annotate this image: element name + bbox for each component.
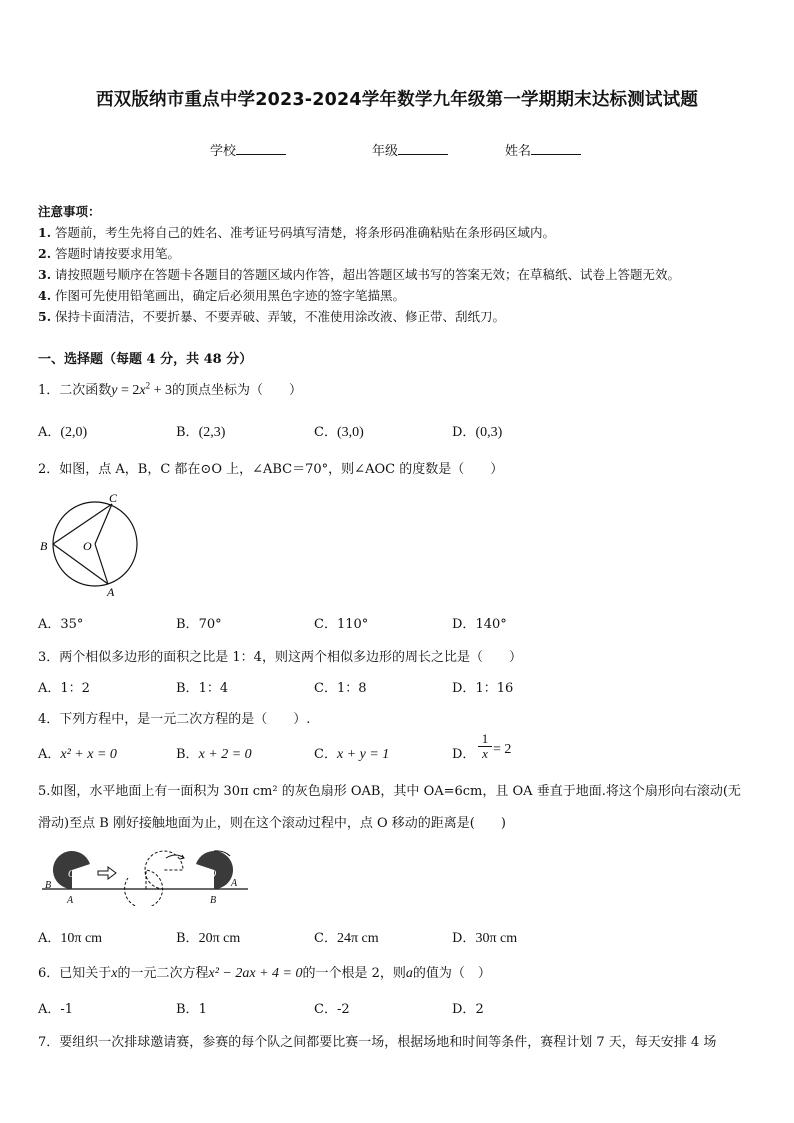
notice-num: 4. [38,288,52,303]
option-value: 20π cm [198,931,241,946]
option-value: 1 [198,1002,207,1017]
option-label: A． [38,1002,61,1017]
question-4: 4．下列方程中，是一元二次方程的是（ ）. [38,712,311,727]
option-value: 110° [336,617,369,632]
option-label: B． [176,425,199,440]
q4-fraction [478,732,492,761]
label-c: C [109,491,118,505]
notice-item [38,223,555,241]
notice-text: 答题前，考生先将自己的姓名、准考证号码填写清楚，将条形码准确粘贴在条形码区域内。 [55,225,556,240]
grade-blank [398,142,448,155]
option-label: A． [38,425,61,440]
notice-text: 答题时请按要求用笔。 [55,246,181,261]
q6-mid: 的一元二次方程 [117,966,209,981]
option-label: D． [452,931,476,946]
q5-option-d [452,927,517,947]
q6-option-d [452,998,484,1017]
option-label: C． [314,931,337,946]
q1-formula-y: y [111,383,118,398]
option-label: C． [314,1002,337,1017]
option-value: (2,0) [60,425,88,440]
q1-option-d [452,421,502,441]
option-label: A． [38,747,61,762]
question-1 [38,379,302,399]
exam-title: 西双版纳市重点中学2023-2024学年数学九年级第一学期期末达标测试试题 [95,90,699,110]
option-value: 2 [475,1002,484,1017]
option-value: -2 [336,1002,350,1017]
q6-var-a: a [405,966,413,981]
option-value: x² + x = 0 [60,747,117,762]
option-value: 10π cm [60,931,103,946]
option-value: x + 2 = 0 [198,747,252,762]
notice-item [38,244,180,262]
label-a-left: A [67,895,74,906]
option-label: B． [176,617,199,632]
grade-label: 年级 [372,144,399,159]
q6-post1: 的一个根是 2，则 [302,966,406,981]
notice-text: 请按照题号顺序在答题卡各题目的答题区域内作答，超出答题区域书写的答案无效；在草稿纸、试卷上答题无效。 [55,267,681,282]
q5-option-b [176,927,240,947]
q6-var-x: x [111,966,118,981]
q1-formula-eq: = 2 [117,383,140,398]
q4-d-rest: = 2 [493,742,512,757]
q2-option-b [176,613,222,632]
grade-field [372,140,448,159]
q1-pre: 1．二次函数 [38,383,112,398]
question-2: 2．如图，点 A，B，C 都在⊙O 上，∠ABC＝70°，则∠AOC 的度数是（ ） [38,462,504,477]
q4-option-c [314,743,389,763]
label-o-right: O [209,869,217,880]
arrow-icon [98,867,116,879]
q1-option-b [176,421,225,441]
question-7: 7．要组织一次排球邀请赛，参赛的每个队之间都要比赛一场，根据场地和时间等条件，赛程计划 7 天，每天安排 4 场 [38,1035,717,1050]
label-a: A [107,585,115,599]
q6-post2: 的值为（ ） [412,966,491,981]
circle-figure [36,490,146,600]
q6-pre: 6．已知关于 [38,966,112,981]
q3-option-b [176,677,228,696]
label-o: O [83,539,92,553]
q5-option-c [314,927,379,947]
option-value: -1 [60,1002,74,1017]
notice-heading: 注意事项： [38,204,101,219]
section-heading: 一、选择题（每题 4 分，共 48 分） [38,352,253,367]
notice-num: 3. [38,267,52,282]
option-value: 70° [198,617,222,632]
question-3: 3．两个相似多边形的面积之比是 1：4，则这两个相似多边形的周长之比是（ ） [38,650,522,665]
option-value: (0,3) [475,425,503,440]
rolling-sector-figure [38,848,250,906]
q1-formula-x: x [139,383,146,398]
q1-formula-sup: 2 [145,380,151,391]
school-label: 学校 [210,144,237,159]
school-blank [236,142,286,155]
option-label: B． [176,931,199,946]
q4-option-d [452,743,475,762]
q6-option-a [38,998,73,1017]
option-label: D． [452,681,476,696]
option-label: C． [314,747,337,762]
option-label: C． [314,617,337,632]
option-label: D． [452,617,476,632]
notice-num: 5. [38,309,52,324]
label-a-right: A [231,878,238,889]
q6-option-b [176,998,207,1017]
q1-option-a [38,421,87,441]
option-value: 1：16 [475,681,514,696]
option-label: B． [176,747,199,762]
option-label: D． [452,747,476,762]
option-label: C． [314,425,337,440]
option-value: 140° [475,617,507,632]
notice-item [38,265,680,283]
option-label: A． [38,681,61,696]
option-label: C． [314,681,337,696]
option-value: 1：4 [198,681,229,696]
q2-option-a [38,613,83,632]
label-b-right: B [210,895,217,906]
notice-num: 1. [38,225,52,240]
name-blank [531,142,581,155]
name-label: 姓名 [505,144,532,159]
option-value: x + y = 1 [336,747,390,762]
option-value: (3,0) [336,425,364,440]
q6-option-c [314,998,350,1017]
label-b: B [40,539,48,553]
option-label: A． [38,617,61,632]
q3-option-a [38,677,90,696]
notice-text: 作图可先使用铅笔画出，确定后必须用黑色字迹的签字笔描黑。 [55,288,406,303]
option-value: 24π cm [336,931,379,946]
name-field [505,140,581,159]
q1-formula-rest: + 3 [150,383,173,398]
q1-option-c [314,421,364,441]
option-label: B． [176,681,199,696]
question-5-line1: 5.如图，水平地面上有一面积为 30π cm² 的灰色扇形 OAB，其中 OA=6cm，且 OA 垂直于地面.将这个扇形向右滚动(无 [38,784,741,799]
label-o-left: O [68,869,76,880]
option-label: B． [176,1002,199,1017]
notice-item [38,307,505,325]
school-field [210,140,286,159]
fraction-denominator: x [482,746,488,761]
question-6 [38,962,491,982]
option-value: 1：2 [60,681,90,696]
fraction-numerator: 1 [478,732,492,747]
notice-text: 保持卡面清洁，不要折暴、不要弄破、弄皱，不准使用涂改液、修正带、刮纸刀。 [55,309,506,324]
label-b-left: B [45,880,52,891]
option-value: 1：8 [336,681,367,696]
q4-option-a [38,743,117,763]
q4-option-b [176,743,252,763]
q3-option-c [314,677,367,696]
q2-option-d [452,613,507,632]
q3-option-d [452,677,513,696]
option-label: D． [452,425,476,440]
q5-option-a [38,927,102,947]
q1-post: 的顶点坐标为（ ） [172,383,303,398]
notice-item [38,286,405,304]
option-value: 30π cm [475,931,518,946]
option-value: (2,3) [198,425,226,440]
option-label: A． [38,931,61,946]
q2-option-c [314,613,368,632]
option-value: 35° [60,617,84,632]
notice-num: 2. [38,246,52,261]
question-5-line2: 滑动)至点 B 刚好接触地面为止，则在这个滚动过程中，点 O 移动的距离是( ) [38,816,506,831]
option-label: D． [452,1002,476,1017]
q6-equation: x² − 2ax + 4 = 0 [208,966,303,981]
